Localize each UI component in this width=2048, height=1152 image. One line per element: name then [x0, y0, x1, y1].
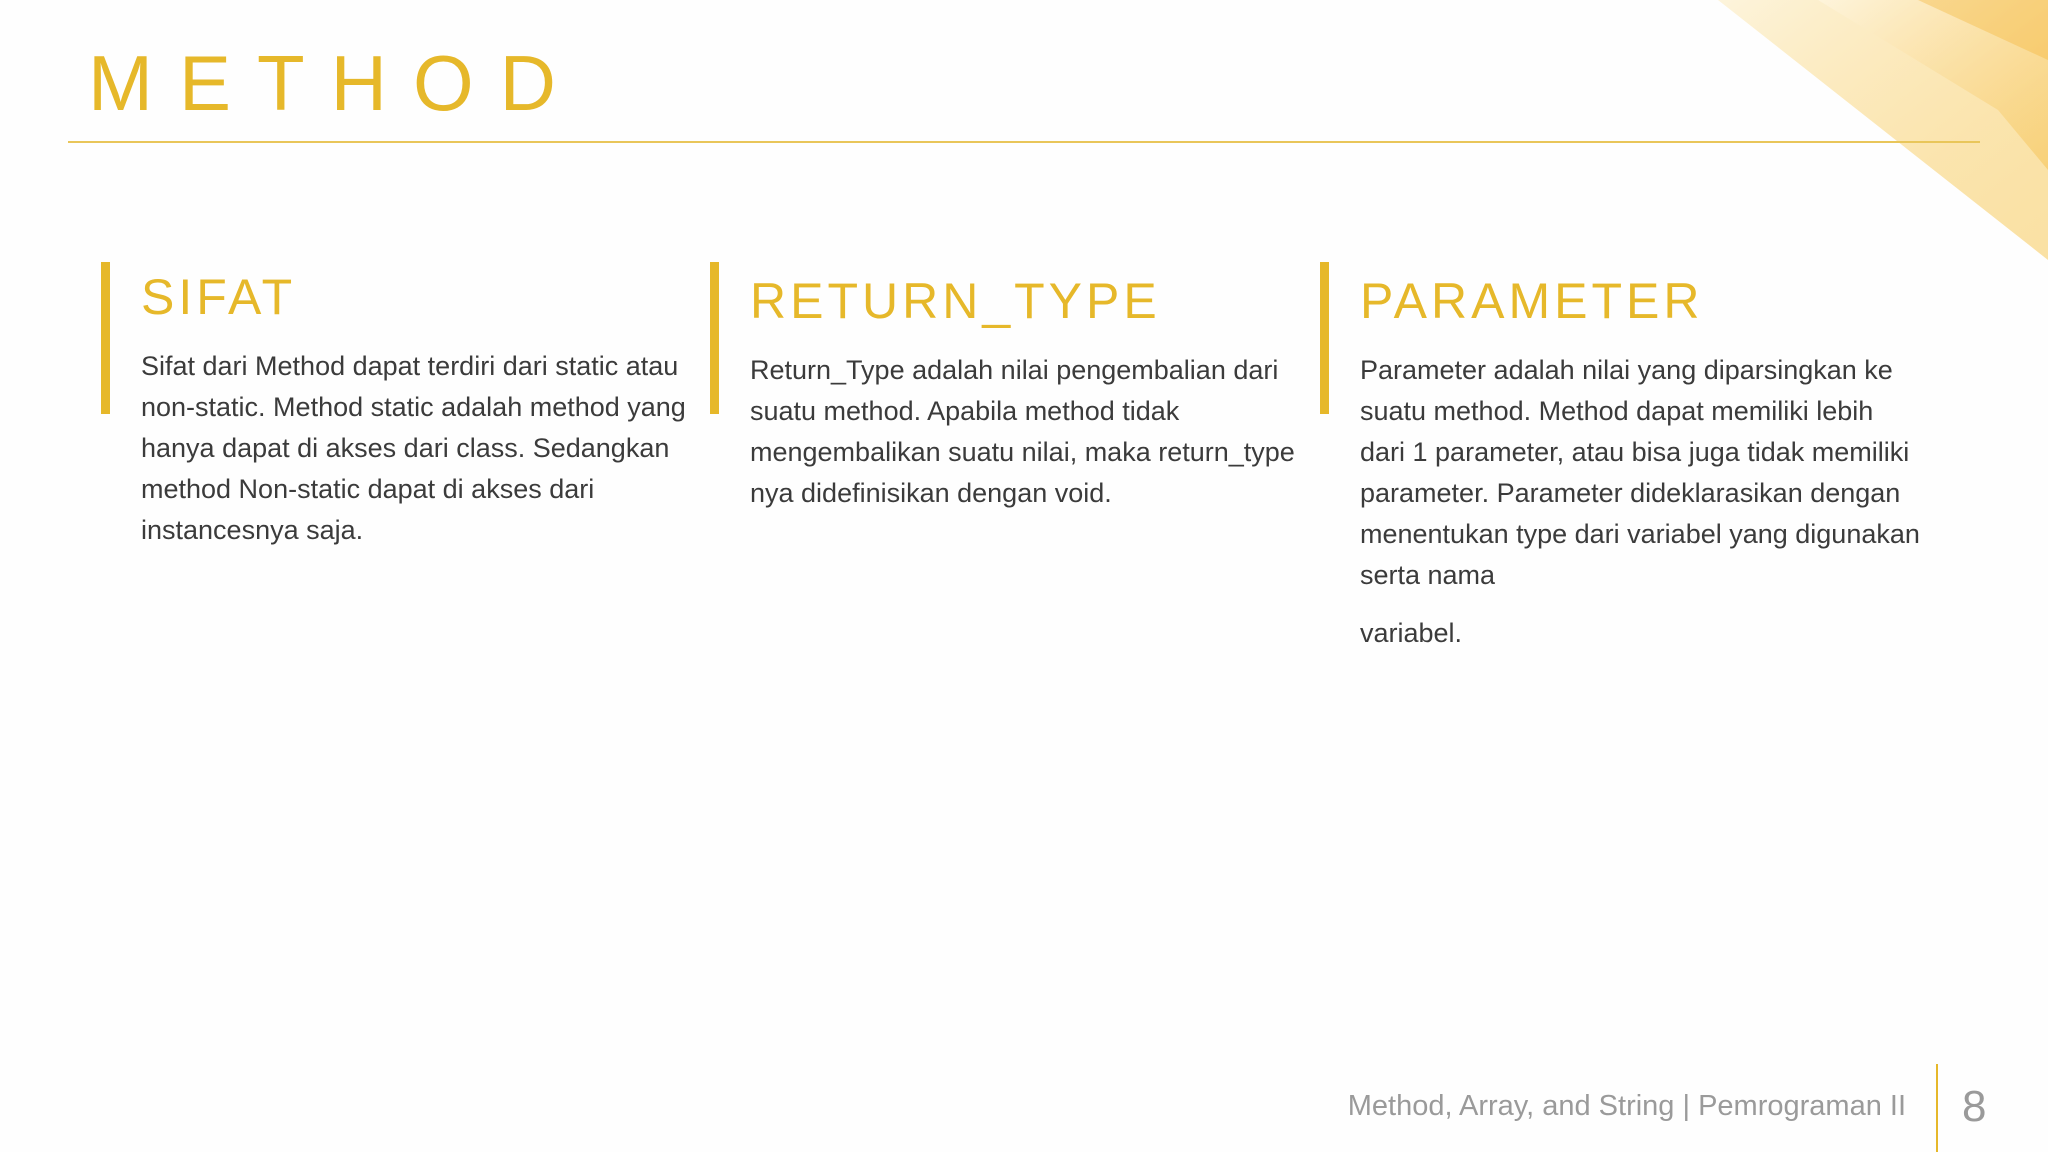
page-number: 8: [1962, 1082, 1987, 1131]
corner-decoration: [1588, 0, 2048, 300]
column-accent-bar: [710, 262, 719, 414]
column-accent-bar: [101, 262, 110, 414]
column-body: Sifat dari Method dapat terdiri dari static atau non-static. Method static adalah method yang hanya dapat di akses dari class. Sedangkan method Non-static dapat di akses dari instancesnya saja.: [141, 351, 686, 545]
footer-text: Method, Array, and String | Pemrograman II: [1347, 1090, 1906, 1122]
column-body-tail: variabel.: [1360, 618, 1463, 648]
column-accent-bar: [1320, 262, 1329, 414]
column-body: Return_Type adalah nilai pengembalian dari suatu method. Apabila method tidak mengembalikan suatu nilai, maka return_type nya didefinisikan dengan void.: [750, 355, 1295, 508]
column-heading: SIFAT: [141, 269, 297, 325]
column-heading: PARAMETER: [1360, 273, 1704, 329]
column-body: [1360, 350, 1920, 654]
footer-divider: [1936, 1064, 1938, 1152]
column-body-main: Parameter adalah nilai yang diparsingkan ke suatu method. Method dapat memiliki lebih dari 1 parameter, atau bisa juga tidak memiliki parameter. Parameter dideklarasikan dengan menentukan type dari variabel yang digunakan serta nama: [1360, 355, 1920, 590]
slide-title: METHOD: [88, 39, 582, 127]
title-divider: [68, 141, 1980, 143]
column-heading: RETURN_TYPE: [750, 273, 1161, 329]
